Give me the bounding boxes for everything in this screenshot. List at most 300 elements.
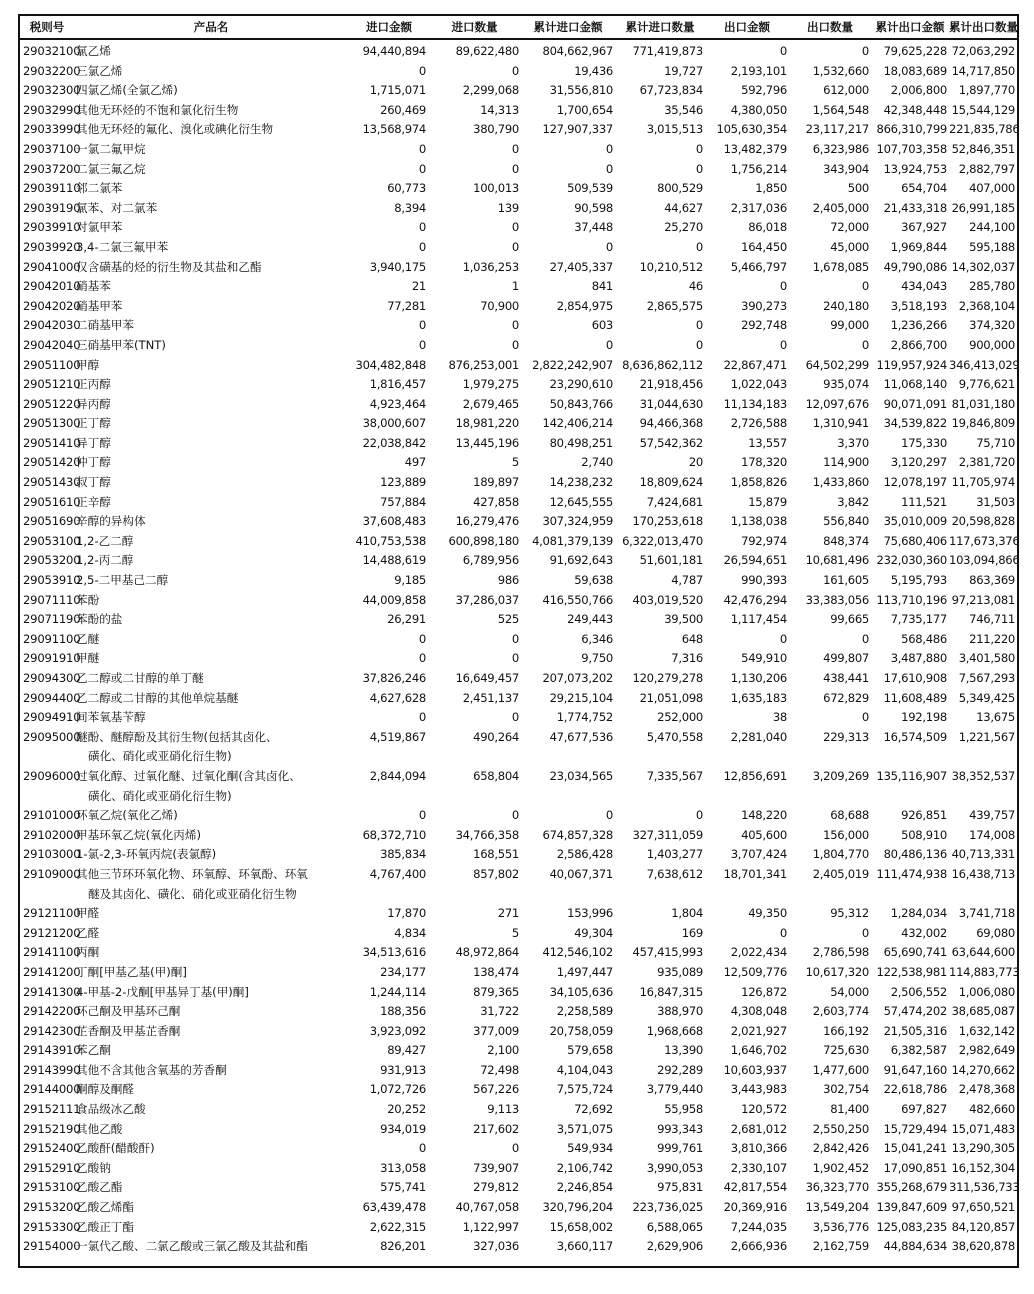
table-row [20,845,1017,865]
value-cell: 2,258,589 [556,1004,613,1019]
value-cell: 42,817,554 [723,1180,787,1195]
value-cell: 600,898,180 [448,533,519,548]
value-cell: 0 [418,220,426,235]
value-cell: 1,138,038 [730,514,787,529]
value-cell: 4,081,379,139 [532,533,613,548]
table-row [20,630,1017,650]
table-row [20,1080,1017,1100]
value-cell: 84,120,857 [951,1219,1015,1234]
value-cell: 35,010,009 [883,514,947,529]
value-cell: 9,750 [581,651,613,666]
product-name-cell [72,218,350,238]
value-cell: 4,104,043 [556,1062,613,1077]
value-cell: 3,518,193 [890,298,947,313]
product-name-cell [72,649,350,669]
value-cell: 40,767,058 [455,1200,519,1215]
value-cell: 509,539 [567,181,613,196]
value-cell: 105,630,354 [716,122,787,137]
tariff-code-cell: 29032100 [23,44,81,58]
value-cell: 0 [511,631,519,646]
table-row [20,297,1017,317]
value-cell: 1,122,997 [462,1219,519,1234]
tariff-code-cell: 29094300 [23,671,81,685]
table-row [20,904,1017,924]
value-cell: 94,440,894 [362,44,426,58]
tariff-code-cell: 29053910 [23,573,81,588]
value-cell: 48,972,864 [455,945,519,960]
value-cell: 380,790 [473,122,519,137]
value-cell: 0 [695,337,703,352]
value-cell: 20,369,916 [723,1200,787,1215]
table-row [20,277,1017,297]
product-name: 其他乙酸 [76,1121,123,1136]
value-cell: 8,394 [394,200,426,215]
value-cell: 29,215,104 [549,690,613,705]
value-cell: 2,405,000 [812,200,869,215]
value-cell: 2,106,742 [556,1160,613,1175]
product-name: 乙醛 [76,925,100,940]
tariff-code-cell: 29143910 [23,1043,81,1058]
value-cell: 2,666,936 [730,1239,787,1254]
value-cell: 848,374 [823,533,869,548]
product-name-cell [72,630,350,650]
value-cell: 0 [861,925,869,940]
value-cell: 0 [418,161,426,176]
table-row [20,532,1017,552]
value-cell: 1,646,702 [730,1043,787,1058]
value-cell: 1,804 [671,906,703,921]
value-cell: 125,083,235 [876,1219,947,1234]
product-name-cell [72,160,350,180]
product-name-cell [72,414,350,434]
value-cell: 2,842,426 [812,1141,869,1156]
value-cell: 4,380,050 [730,102,787,117]
tariff-code-cell: 29051410 [23,435,81,450]
value-cell: 0 [695,161,703,176]
value-cell: 7,575,724 [556,1082,613,1097]
value-cell: 13,675 [976,710,1015,725]
product-name-cell [72,1061,350,1081]
value-cell: 1,756,214 [730,161,787,176]
table-body [20,39,1020,1257]
product-name-cell [72,39,350,62]
value-cell: 18,083,689 [883,63,947,78]
value-cell: 47,677,536 [549,729,613,744]
value-cell: 6,588,065 [646,1219,703,1234]
product-name-cell [72,179,350,199]
value-cell: 34,105,636 [549,984,613,999]
value-cell: 57,474,202 [883,1004,947,1019]
value-cell: 508,910 [901,827,947,842]
value-cell: 9,776,621 [958,377,1015,392]
value-cell: 405,600 [741,827,787,842]
value-cell: 0 [418,141,426,156]
table-row [20,375,1017,395]
tariff-code-cell: 29143990 [23,1062,81,1077]
value-cell: 975,831 [657,1180,703,1195]
value-cell: 7,335,567 [646,768,703,783]
value-cell: 142,406,214 [542,416,613,431]
column-header: 累计进口金额 [521,16,615,39]
product-name-cell [72,1080,350,1100]
value-cell: 14,302,037 [951,259,1015,274]
table-row [20,218,1017,238]
value-cell: 25,270 [664,220,703,235]
value-cell: 926,851 [901,808,947,823]
value-cell: 0 [861,337,869,352]
product-name: 其他三节环环氧化物、环氧醇、环氧酚、环氧 [76,866,308,881]
value-cell: 119,957,924 [876,357,947,372]
value-cell: 279,812 [473,1180,519,1195]
value-cell: 439,757 [969,808,1015,823]
value-cell: 221,835,786 [949,122,1020,137]
product-name-continuation: 磺化、硝化或亚硝化衍生物) [88,749,232,764]
table-row [20,199,1017,219]
value-cell: 3,015,513 [646,122,703,137]
value-cell: 189,897 [473,475,519,490]
product-name-cell [72,453,350,473]
value-cell: 792,974 [741,533,787,548]
product-name: 苯乙酮 [76,1043,111,1058]
value-cell: 0 [779,631,787,646]
value-cell: 285,780 [969,279,1015,294]
value-cell: 68,372,710 [362,827,426,842]
product-name-cell [72,356,350,376]
tariff-code-cell: 29039910 [23,220,81,235]
tariff-code-cell: 29042040 [23,337,81,352]
product-name-cell [72,943,350,963]
value-cell: 15,544,129 [951,102,1015,117]
tariff-code-cell: 29042020 [23,298,81,313]
product-name: 乙酸正丁酯 [76,1219,134,1234]
value-cell: 0 [418,1141,426,1156]
value-cell: 374,320 [969,318,1015,333]
table-row [20,1022,1017,1042]
value-cell: 0 [695,318,703,333]
value-cell: 567,226 [473,1082,519,1097]
value-cell: 18,981,220 [455,416,519,431]
tariff-code-cell: 29141300 [23,984,81,999]
value-cell: 20,598,828 [951,514,1015,529]
value-cell: 355,268,679 [876,1180,947,1195]
value-cell: 7,735,177 [890,612,947,627]
column-header: 出口金额 [705,16,789,39]
tariff-code-cell: 29053100 [23,533,81,548]
product-name: 其他无环烃的氟化、溴化或碘化衍生物 [76,122,274,137]
value-cell: 500 [847,181,869,196]
table-row [20,591,1017,611]
value-cell: 20,252 [387,1102,426,1117]
product-name: 甲醇 [76,357,100,372]
value-cell: 14,238,232 [549,475,613,490]
value-cell: 1,804,770 [812,847,869,862]
value-cell: 390,273 [741,298,787,313]
value-cell: 0 [861,279,869,294]
value-cell: 16,152,304 [951,1160,1015,1175]
value-cell: 54,000 [830,984,869,999]
value-cell: 17,610,908 [883,671,947,685]
value-cell: 207,073,202 [542,671,613,685]
product-name: 三硝基甲苯(TNT) [76,337,166,352]
value-cell: 99,665 [830,612,869,627]
value-cell: 15,071,483 [951,1121,1015,1136]
product-name: 2,5-二甲基己二醇 [76,573,169,588]
tariff-code-cell: 29032200 [23,63,81,78]
value-cell: 122,538,981 [876,964,947,979]
product-name-cell [72,434,350,454]
value-cell: 5,470,558 [646,729,703,744]
value-cell: 97,650,521 [951,1200,1015,1215]
product-name: 乙酸乙酯 [76,1180,123,1195]
value-cell: 16,279,476 [455,514,519,529]
value-cell: 21,918,456 [639,377,703,392]
value-cell: 2,006,800 [890,83,947,98]
table-row [20,649,1017,669]
product-name: 三氯乙烯 [76,63,123,78]
value-cell: 1,072,726 [369,1082,426,1097]
product-name: 乙酸乙烯酯 [76,1200,134,1215]
tariff-code-cell: 29032300 [23,83,81,98]
product-name: 苯酚 [76,592,100,607]
value-cell: 166,192 [823,1023,869,1038]
product-name: 正丁醇 [76,416,111,431]
product-name-cell [72,336,350,356]
value-cell: 739,907 [473,1160,519,1175]
value-cell: 16,574,509 [883,729,947,744]
value-cell: 2,021,927 [730,1023,787,1038]
product-name-cell [72,277,350,297]
value-cell: 97,213,081 [951,592,1015,607]
tariff-code-cell: 29153100 [23,1180,81,1195]
value-cell: 648 [681,631,703,646]
value-cell: 14,488,619 [362,553,426,568]
value-cell: 153,996 [567,906,613,921]
value-cell: 674,857,328 [542,827,613,842]
product-name-cell [72,983,350,1003]
value-cell: 0 [605,141,613,156]
column-header: 累计进口数量 [615,16,705,39]
product-name: 其他无环烃的不饱和氯化衍生物 [76,102,239,117]
value-cell: 31,556,810 [549,83,613,98]
value-cell: 44,627 [664,200,703,215]
value-cell: 260,469 [380,102,426,117]
value-cell: 18,701,341 [723,866,787,881]
table-row [20,708,1017,728]
value-cell: 327,036 [473,1239,519,1254]
value-cell: 14,313 [480,102,519,117]
value-cell: 6,789,956 [462,553,519,568]
value-cell: 36,323,770 [805,1180,869,1195]
value-cell: 0 [418,710,426,725]
value-cell: 0 [605,808,613,823]
product-name-cell [72,1022,350,1042]
trade-statistics-table [20,16,1020,1257]
value-cell: 311,536,733 [949,1180,1020,1195]
tariff-code-cell: 29142300 [23,1023,81,1038]
product-name-cell [72,473,350,493]
value-cell: 2,550,250 [812,1121,869,1136]
value-cell: 148,220 [741,808,787,823]
value-cell: 0 [511,337,519,352]
tariff-code-cell: 29154000 [23,1239,81,1254]
value-cell: 5 [511,925,519,940]
value-cell: 170,253,618 [632,514,703,529]
value-cell: 327,311,059 [632,827,703,842]
value-cell: 697,827 [901,1102,947,1117]
value-cell: 65,690,741 [883,945,947,960]
table-row [20,160,1017,180]
value-cell: 80,498,251 [549,435,613,450]
product-name-cell [72,1002,350,1022]
value-cell: 5,466,797 [730,259,787,274]
value-cell: 31,503 [976,494,1015,509]
value-cell: 2,844,094 [369,768,426,783]
tariff-code-cell: 29051610 [23,494,81,509]
product-name-cell [72,316,350,336]
value-cell: 72,000 [830,220,869,235]
value-cell: 19,436 [574,63,613,78]
value-cell: 1,006,080 [958,984,1015,999]
product-name: 1,2-丙二醇 [76,553,134,568]
product-name-cell [72,375,350,395]
product-name: 正丙醇 [76,377,111,392]
value-cell: 252,000 [657,710,703,725]
product-name-cell [72,493,350,513]
tariff-code-cell: 29053200 [23,553,81,568]
value-cell: 385,834 [380,847,426,862]
value-cell: 113,710,196 [876,592,947,607]
value-cell: 2,786,598 [812,945,869,960]
product-name: 硝基苯 [76,279,111,294]
value-cell: 804,662,967 [542,44,613,58]
value-cell: 23,290,610 [549,377,613,392]
value-cell: 80,486,136 [883,847,947,862]
value-cell: 1,678,085 [812,259,869,274]
value-cell: 139,847,609 [876,1200,947,1215]
value-cell: 229,313 [823,729,869,744]
value-cell: 111,474,938 [876,866,947,881]
value-cell: 999,761 [657,1141,703,1156]
product-name-cell [72,1100,350,1120]
value-cell: 0 [511,63,519,78]
value-cell: 17,090,851 [883,1160,947,1175]
value-cell: 2,478,368 [958,1082,1015,1097]
value-cell: 103,094,866 [949,553,1020,568]
value-cell: 1,130,206 [730,671,787,685]
value-cell: 438,441 [823,671,869,685]
value-cell: 114,883,773 [949,964,1020,979]
value-cell: 377,009 [473,1023,519,1038]
value-cell: 188,356 [380,1004,426,1019]
table-row [20,258,1017,278]
value-cell: 15,658,002 [549,1219,613,1234]
value-cell: 81,031,180 [951,396,1015,411]
product-name: 其他不含其他含氧基的芳香酮 [76,1062,227,1077]
product-name: 叔丁醇 [76,475,111,490]
product-name-cell [72,924,350,944]
value-cell: 0 [605,161,613,176]
value-cell: 2,681,012 [730,1121,787,1136]
tariff-code-cell: 29142200 [23,1004,81,1019]
value-cell: 3,741,718 [958,906,1015,921]
value-cell: 13,390 [664,1043,703,1058]
value-cell: 23,117,217 [805,122,869,137]
value-cell: 2,368,104 [958,298,1015,313]
tariff-code-cell: 29144000 [23,1082,81,1097]
value-cell: 2,866,700 [890,337,947,352]
value-cell: 52,846,351 [951,141,1015,156]
value-cell: 38,620,878 [951,1239,1015,1254]
value-cell: 672,829 [823,690,869,705]
value-cell: 22,038,842 [362,435,426,450]
value-cell: 0 [418,651,426,666]
tariff-code-cell: 29051210 [23,377,81,392]
value-cell: 0 [511,318,519,333]
table-row [20,336,1017,356]
product-name: 四氯乙烯(全氯乙烯) [76,83,178,98]
value-cell: 900,000 [969,337,1015,352]
table-header [20,16,1017,39]
tariff-code-cell: 29121200 [23,925,81,940]
product-name: 乙酸酐(醋酸酐) [76,1141,155,1156]
value-cell: 17,870 [387,906,426,921]
value-cell: 161,605 [823,573,869,588]
product-name-cell [72,728,350,767]
value-cell: 117,673,376 [949,533,1020,548]
value-cell: 6,322,013,470 [622,533,703,548]
table-row [20,395,1017,415]
tariff-code-cell: 29152190 [23,1121,81,1136]
value-cell: 490,264 [473,729,519,744]
value-cell: 39,500 [664,612,703,627]
value-cell: 1 [511,279,519,294]
value-cell: 7,244,035 [730,1219,787,1234]
value-cell: 3,779,440 [646,1082,703,1097]
value-cell: 2,299,068 [462,83,519,98]
value-cell: 34,539,822 [883,416,947,431]
tariff-code-cell: 29071110 [23,592,81,607]
value-cell: 579,658 [567,1043,613,1058]
product-name: 环己酮及甲基环己酮 [76,1004,181,1019]
table-row [20,1178,1017,1198]
value-cell: 3,443,983 [730,1082,787,1097]
tariff-code-cell: 29051430 [23,475,81,490]
value-cell: 72,063,292 [951,44,1015,58]
column-header: 进口金额 [350,16,428,39]
product-name-cell [72,101,350,121]
value-cell: 416,550,766 [542,592,613,607]
value-cell: 2,193,101 [730,63,787,78]
value-cell: 0 [418,63,426,78]
tariff-code-cell: 29091910 [23,651,81,666]
table-row [20,1218,1017,1238]
product-name-cell [72,140,350,160]
value-cell: 2,854,975 [556,298,613,313]
value-cell: 499,807 [823,651,869,666]
value-cell: 10,681,496 [805,553,869,568]
value-cell: 1,632,142 [958,1023,1015,1038]
table-row [20,179,1017,199]
value-cell: 826,201 [380,1239,426,1254]
value-cell: 0 [511,141,519,156]
value-cell: 244,100 [969,220,1015,235]
table-row [20,453,1017,473]
tariff-code-cell: 29039110 [23,181,81,196]
value-cell: 79,625,228 [883,44,947,58]
table-row [20,1100,1017,1120]
value-cell: 111,521 [901,494,947,509]
value-cell: 1,564,548 [812,102,869,117]
